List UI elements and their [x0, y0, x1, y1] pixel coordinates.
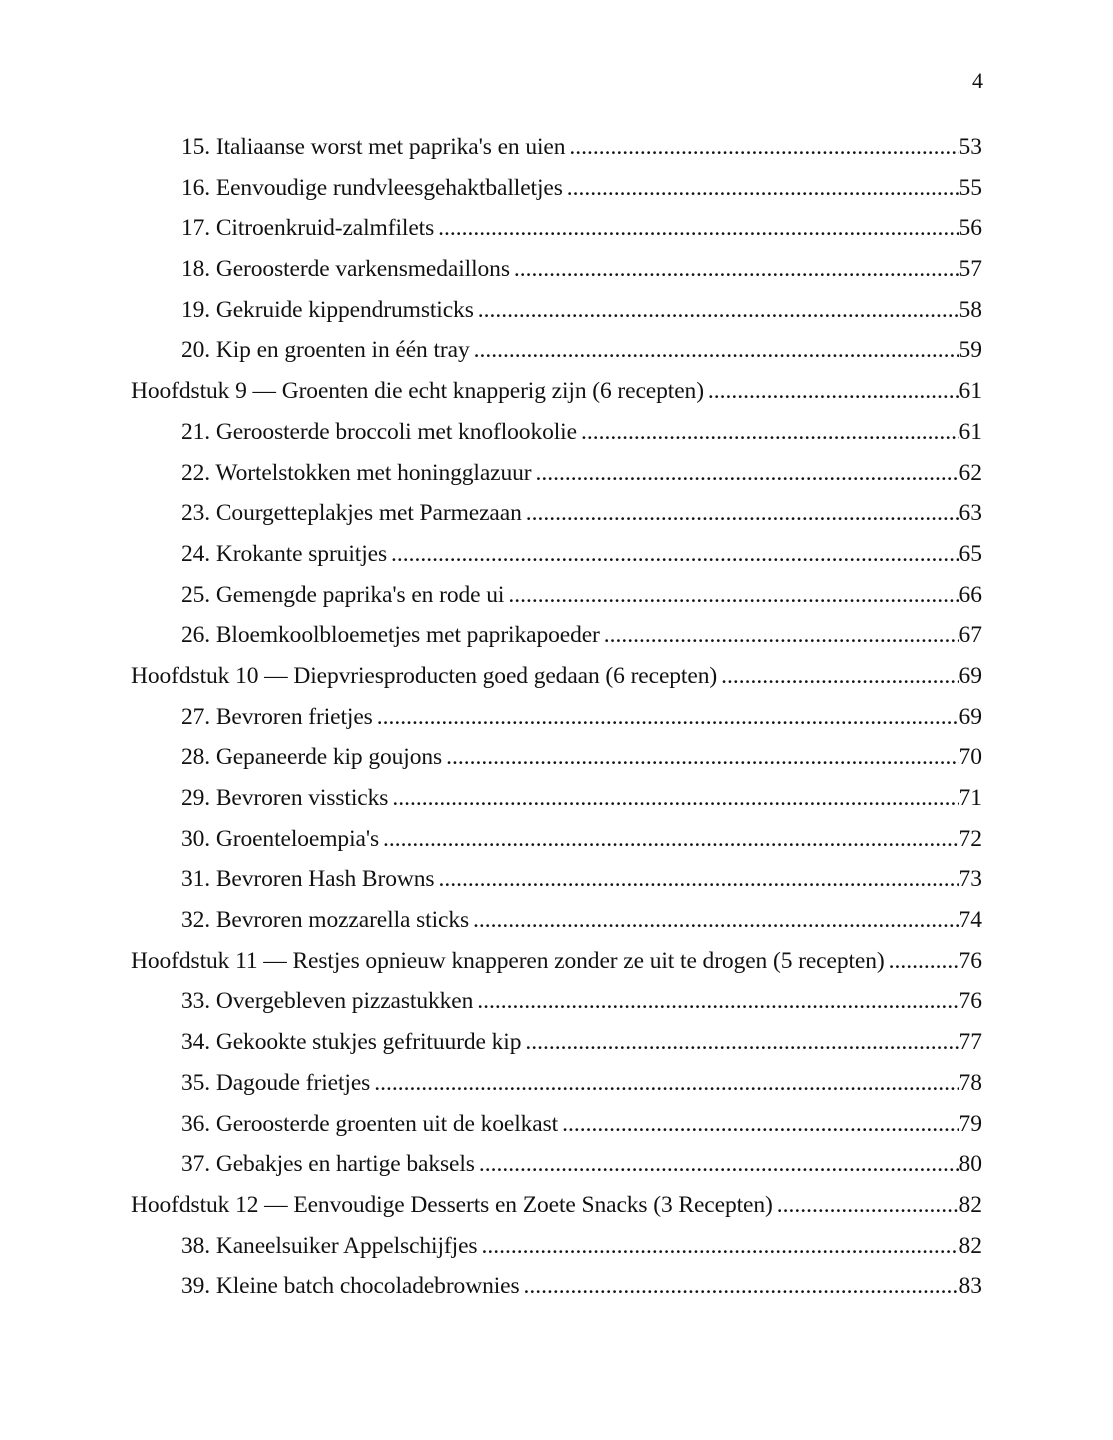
- toc-entry-page-number: 57: [958, 256, 982, 283]
- toc-entry-page-number: 62: [958, 459, 982, 486]
- toc-dot-leader: [391, 534, 959, 575]
- toc-entry-title: 26. Bloemkoolbloemetjes met paprikapoeder: [181, 622, 600, 649]
- toc-entry-page-number: 69: [958, 662, 982, 689]
- toc-entry-page-number: 70: [958, 744, 982, 771]
- toc-entry-page-number: 77: [958, 1029, 982, 1056]
- toc-entry-title: Hoofdstuk 9 — Groenten die echt knapperig zijn (6 recepten): [131, 378, 704, 405]
- toc-recipe-entry: [131, 859, 982, 900]
- toc-entry-title: 32. Bevroren mozzarella sticks: [181, 907, 470, 934]
- toc-entry-title: 20. Kip en groenten in één tray: [181, 337, 470, 364]
- toc-entry-title: 38. Kaneelsuiker Appelschijfjes: [181, 1232, 478, 1259]
- toc-recipe-entry: [131, 1266, 982, 1307]
- toc-entry-title: 15. Italiaanse worst met paprika's en uien: [181, 134, 566, 160]
- toc-entry-page-number: 66: [958, 581, 982, 608]
- toc-entry-page-number: 83: [958, 1273, 982, 1300]
- toc-entry-title: 34. Gekookte stukjes gefrituurde kip: [181, 1029, 522, 1056]
- toc-entry-page-number: 74: [958, 907, 982, 934]
- toc-entry-title: 22. Wortelstokken met honingglazuur: [181, 459, 532, 486]
- toc-recipe-entry: [131, 1144, 982, 1185]
- toc-entry-page-number: 80: [958, 1151, 982, 1178]
- toc-dot-leader: [438, 859, 958, 900]
- toc-recipe-entry: [131, 575, 982, 616]
- toc-dot-leader: [446, 737, 958, 778]
- toc-entry-page-number: 76: [958, 947, 982, 974]
- toc-entry-title: 25. Gemengde paprika's en rode ui: [181, 581, 505, 608]
- toc-entry-title: 33. Overgebleven pizzastukken: [181, 988, 474, 1015]
- toc-entry-title: Hoofdstuk 11 — Restjes opnieuw knapperen zonder ze uit te drogen (5 recepten): [131, 947, 885, 974]
- toc-dot-leader: [526, 493, 959, 534]
- toc-dot-leader: [569, 127, 958, 168]
- toc-recipe-entry: [131, 493, 982, 534]
- toc-dot-leader: [721, 656, 958, 697]
- toc-dot-leader: [604, 615, 959, 656]
- toc-dot-leader: [478, 290, 959, 331]
- toc-chapter-entry: [131, 371, 982, 412]
- toc-entry-page-number: 78: [958, 1069, 982, 1096]
- toc-dot-leader: [473, 900, 958, 941]
- toc-dot-leader: [514, 249, 959, 290]
- toc-recipe-entry: [131, 737, 982, 778]
- toc-entry-page-number: 65: [958, 540, 982, 567]
- toc-recipe-entry: [131, 1104, 982, 1145]
- toc-entry-title: 39. Kleine batch chocoladebrownies: [181, 1273, 520, 1300]
- toc-recipe-entry: [131, 290, 982, 331]
- toc-dot-leader: [581, 412, 959, 453]
- toc-entry-title: 35. Dagoude frietjes: [181, 1069, 371, 1096]
- page-number: 4: [972, 68, 983, 93]
- toc-entry-title: 36. Geroosterde groenten uit de koelkast: [181, 1110, 559, 1137]
- toc-entry-title: 19. Gekruide kippendrumsticks: [181, 296, 474, 323]
- toc-entry-page-number: 56: [958, 215, 982, 242]
- toc-entry-page-number: 63: [958, 500, 982, 527]
- toc-entry-title: 28. Gepaneerde kip goujons: [181, 744, 443, 771]
- toc-dot-leader: [479, 1144, 959, 1185]
- toc-dot-leader: [438, 208, 958, 249]
- toc-entry-title: 24. Krokante spruitjes: [181, 540, 387, 567]
- toc-dot-leader: [525, 1022, 958, 1063]
- toc-entry-page-number: 82: [958, 1191, 982, 1218]
- toc-entry-page-number: 59: [958, 337, 982, 364]
- toc-entry-page-number: 55: [958, 174, 982, 201]
- toc-recipe-entry: [131, 697, 982, 738]
- toc-entry-title: 29. Bevroren vissticks: [181, 785, 389, 811]
- toc-entry-title: 30. Groenteloempia's: [181, 825, 380, 852]
- toc-entry-page-number: 79: [958, 1110, 982, 1137]
- toc-entry-page-number: 69: [958, 703, 982, 730]
- toc-recipe-entry: [131, 168, 982, 209]
- toc-dot-leader: [708, 371, 959, 412]
- toc-dot-leader: [481, 1226, 958, 1267]
- toc-entry-title: 17. Citroenkruid-zalmfilets: [181, 215, 435, 242]
- toc-recipe-entry: [131, 1226, 982, 1267]
- toc-entry-page-number: 76: [958, 988, 982, 1015]
- toc-dot-leader: [562, 1104, 958, 1145]
- toc-recipe-entry: [131, 127, 982, 168]
- toc-entry-title: Hoofdstuk 12 — Eenvoudige Desserts en Zoete Snacks (3 Recepten): [131, 1191, 773, 1218]
- toc-entry-title: 16. Eenvoudige rundvleesgehaktballetjes: [181, 174, 563, 201]
- toc-recipe-entry: [131, 208, 982, 249]
- toc-chapter-entry: [131, 656, 982, 697]
- toc-entry-page-number: 61: [958, 418, 982, 445]
- toc-entry-title: Hoofdstuk 10 — Diepvriesproducten goed gedaan (6 recepten): [131, 662, 718, 689]
- toc-recipe-entry: [131, 615, 982, 656]
- toc-entry-page-number: 61: [958, 378, 982, 405]
- toc-entry-page-number: 58: [958, 296, 982, 323]
- toc-recipe-entry: [131, 330, 982, 371]
- toc-recipe-entry: [131, 249, 982, 290]
- toc-chapter-entry: [131, 1185, 982, 1226]
- toc-recipe-entry: [131, 534, 982, 575]
- toc-entry-page-number: 82: [958, 1232, 982, 1259]
- toc-dot-leader: [889, 941, 959, 982]
- toc-recipe-entry: [131, 778, 982, 819]
- toc-entry-title: 31. Bevroren Hash Browns: [181, 866, 435, 893]
- toc-entry-title: 18. Geroosterde varkensmedaillons: [181, 256, 510, 283]
- toc-dot-leader: [508, 575, 958, 616]
- toc-recipe-entry: [131, 1063, 982, 1104]
- toc-entry-page-number: 71: [958, 785, 982, 811]
- toc-entry-page-number: 72: [958, 825, 982, 852]
- toc-dot-leader: [777, 1185, 959, 1226]
- toc-chapter-entry: [131, 941, 982, 982]
- toc-entry-title: 21. Geroosterde broccoli met knoflookolie: [181, 418, 577, 445]
- toc-dot-leader: [474, 330, 959, 371]
- toc-entry-title: 37. Gebakjes en hartige baksels: [181, 1151, 475, 1178]
- toc-entry-title: 27. Bevroren frietjes: [181, 703, 373, 730]
- toc-recipe-entry: [131, 412, 982, 453]
- toc-entry-page-number: 67: [958, 622, 982, 649]
- toc-dot-leader: [477, 981, 958, 1022]
- toc-entry-page-number: 53: [958, 134, 982, 160]
- table-of-contents: [131, 127, 982, 1307]
- toc-recipe-entry: [131, 819, 982, 860]
- toc-dot-leader: [383, 819, 958, 860]
- toc-recipe-entry: [131, 900, 982, 941]
- toc-dot-leader: [377, 697, 959, 738]
- toc-dot-leader: [567, 168, 959, 209]
- toc-entry-title: 23. Courgetteplakjes met Parmezaan: [181, 500, 522, 527]
- toc-entry-page-number: 73: [958, 866, 982, 893]
- toc-dot-leader: [392, 778, 958, 819]
- toc-dot-leader: [374, 1063, 958, 1104]
- toc-recipe-entry: [131, 453, 982, 494]
- toc-recipe-entry: [131, 981, 982, 1022]
- toc-dot-leader: [536, 453, 959, 494]
- toc-dot-leader: [524, 1266, 959, 1307]
- toc-recipe-entry: [131, 1022, 982, 1063]
